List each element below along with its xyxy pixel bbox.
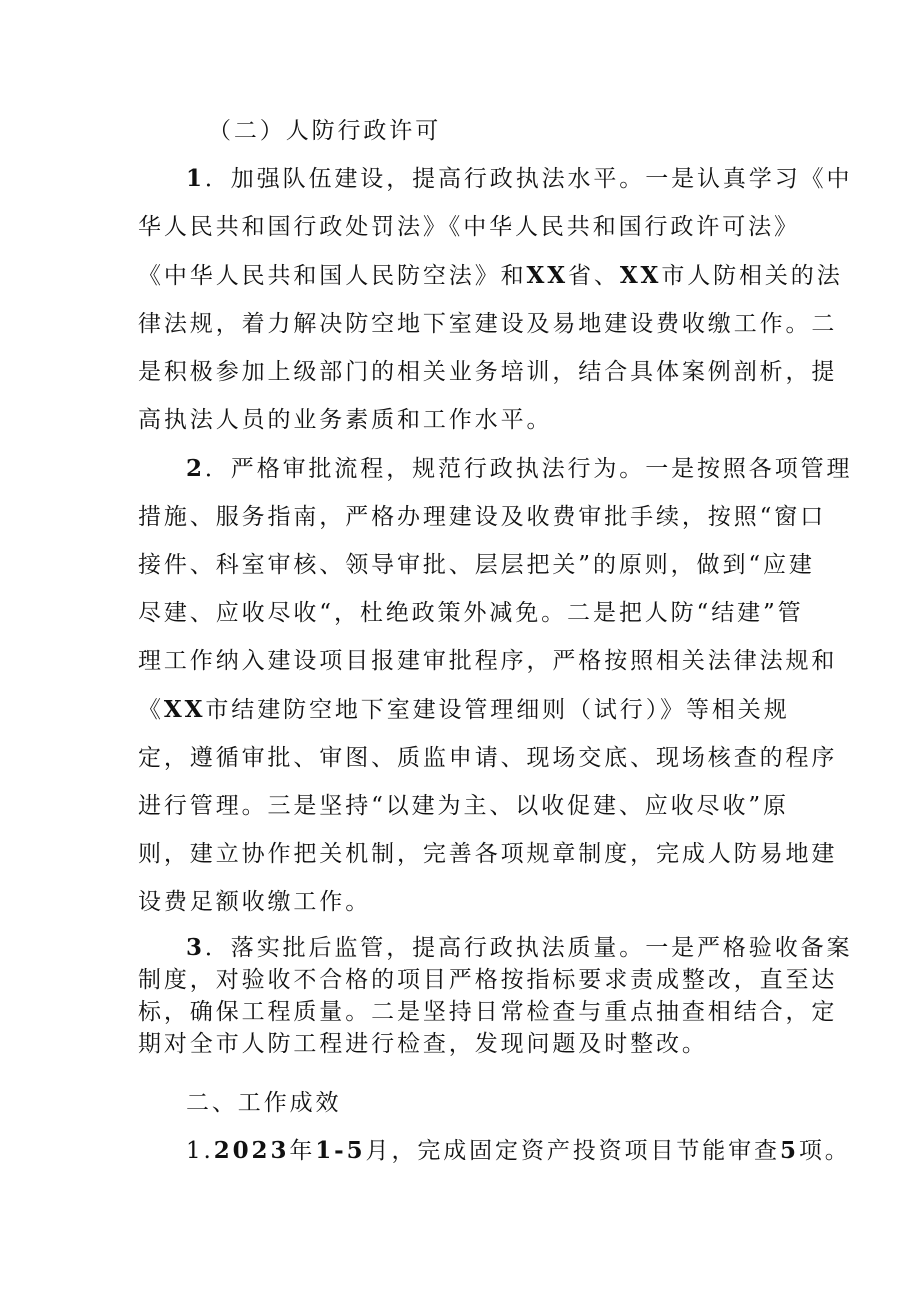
paragraph-2-line-10 xyxy=(138,887,371,917)
paragraph-text: ．落实批后监管，提高行政执法质量。一是严格验收备案 xyxy=(204,935,853,961)
paragraph-2-line-7 xyxy=(138,743,837,773)
section-heading-work-results xyxy=(186,1088,341,1118)
paragraph-1-line-1 xyxy=(186,164,852,194)
paragraph-text: 华人民共和国行政处罚法》《中华人民共和国行政许可法》 xyxy=(138,214,800,240)
subheading-text: （二）人防行政许可 xyxy=(208,118,442,144)
paragraph-1-line-6 xyxy=(138,405,552,435)
paragraph-2-line-6 xyxy=(138,695,790,725)
subheading-civil-defense-licensing xyxy=(208,116,441,146)
item-number: 2 xyxy=(186,455,205,482)
paragraph-text: 月，完成固定资产投资项目节能审查 xyxy=(365,1138,780,1164)
paragraph-1-line-2 xyxy=(138,212,800,242)
paragraph-3-line-2 xyxy=(138,965,837,995)
paragraph-text: 接件、科室审核、领导审批、层层把关”的原则，做到“应建 xyxy=(138,552,815,578)
paragraph-text: 律法规，着力解决防空地下室建设及易地建设费收缴工作。二 xyxy=(138,311,838,337)
paragraph-2-line-1 xyxy=(186,454,852,484)
paragraph-2-line-8 xyxy=(138,791,789,821)
paragraph-2-line-5 xyxy=(138,646,837,676)
paragraph-text: 理工作纳入建设项目报建审批程序，严格按照相关法律法规和 xyxy=(138,648,838,674)
paragraph-text: 《 xyxy=(138,697,164,723)
paragraph-text: 定，遵循审批、审图、质监申请、现场交底、现场核查的程序 xyxy=(138,745,838,771)
paragraph-text: 制度，对验收不合格的项目严格按指标要求责成整改，直至达 xyxy=(138,967,838,993)
month-range-value: 1-5 xyxy=(315,1137,366,1164)
paragraph-text: 高执法人员的业务素质和工作水平。 xyxy=(138,407,553,433)
paragraph-2-line-9 xyxy=(138,839,837,869)
paragraph-text: 设费足额收缴工作。 xyxy=(138,889,372,915)
paragraph-text: 年 xyxy=(289,1138,316,1164)
count-value: 5 xyxy=(779,1137,799,1164)
paragraph-3-line-4 xyxy=(138,1029,708,1059)
paragraph-2-line-2 xyxy=(138,502,826,532)
paragraph-1-line-5 xyxy=(138,357,837,387)
paragraph-1-line-3 xyxy=(138,261,843,291)
item-number: 1. xyxy=(186,1138,214,1164)
section-heading-text: 二、工作成效 xyxy=(186,1090,342,1116)
paragraph-text: ．严格审批流程，规范行政执法行为。一是按照各项管理 xyxy=(204,456,853,482)
paragraph-text: 市人防相关的法 xyxy=(661,263,843,289)
item-number: 1 xyxy=(186,165,205,192)
paragraph-text: 期对全市人防工程进行检查，发现问题及时整改。 xyxy=(138,1031,708,1057)
paragraph-text: 措施、服务指南，严格办理建设及收费审批手续，按照“窗口 xyxy=(138,504,827,530)
paragraph-text: 省、 xyxy=(568,263,620,289)
paragraph-text: 标，确保工程质量。二是坚持日常检查与重点抽查相结合，定 xyxy=(138,999,838,1025)
paragraph-2-line-3 xyxy=(138,550,815,580)
paragraph-text: ．加强队伍建设，提高行政执法水平。一是认真学习《中 xyxy=(204,166,853,192)
result-item-1 xyxy=(186,1136,851,1166)
paragraph-text: 进行管理。三是坚持“以建为主、以收促建、应收尽收”原 xyxy=(138,793,789,819)
year-value: 2023 xyxy=(213,1137,290,1164)
paragraph-text: 则，建立协作把关机制，完善各项规章制度，完成人防易地建 xyxy=(138,841,838,867)
paragraph-2-line-4 xyxy=(138,598,804,628)
paragraph-3-line-3 xyxy=(138,997,837,1027)
paragraph-1-line-4 xyxy=(138,309,837,339)
placeholder-xx: XX xyxy=(526,262,568,289)
paragraph-3-line-1 xyxy=(186,933,852,963)
placeholder-xx: XX xyxy=(163,696,206,723)
paragraph-text: 项。 xyxy=(798,1138,851,1164)
paragraph-text: 是积极参加上级部门的相关业务培训，结合具体案例剖析，提 xyxy=(138,359,838,385)
placeholder-xx: XX xyxy=(619,262,662,289)
item-number: 3 xyxy=(186,934,205,961)
paragraph-text: 《中华人民共和国人民防空法》和 xyxy=(138,263,527,289)
paragraph-text: 尽建、应收尽收“，杜绝政策外减免。二是把人防“结建”管 xyxy=(138,600,804,626)
paragraph-text: 市结建防空地下室建设管理细则（试行）》等相关规 xyxy=(205,697,790,723)
